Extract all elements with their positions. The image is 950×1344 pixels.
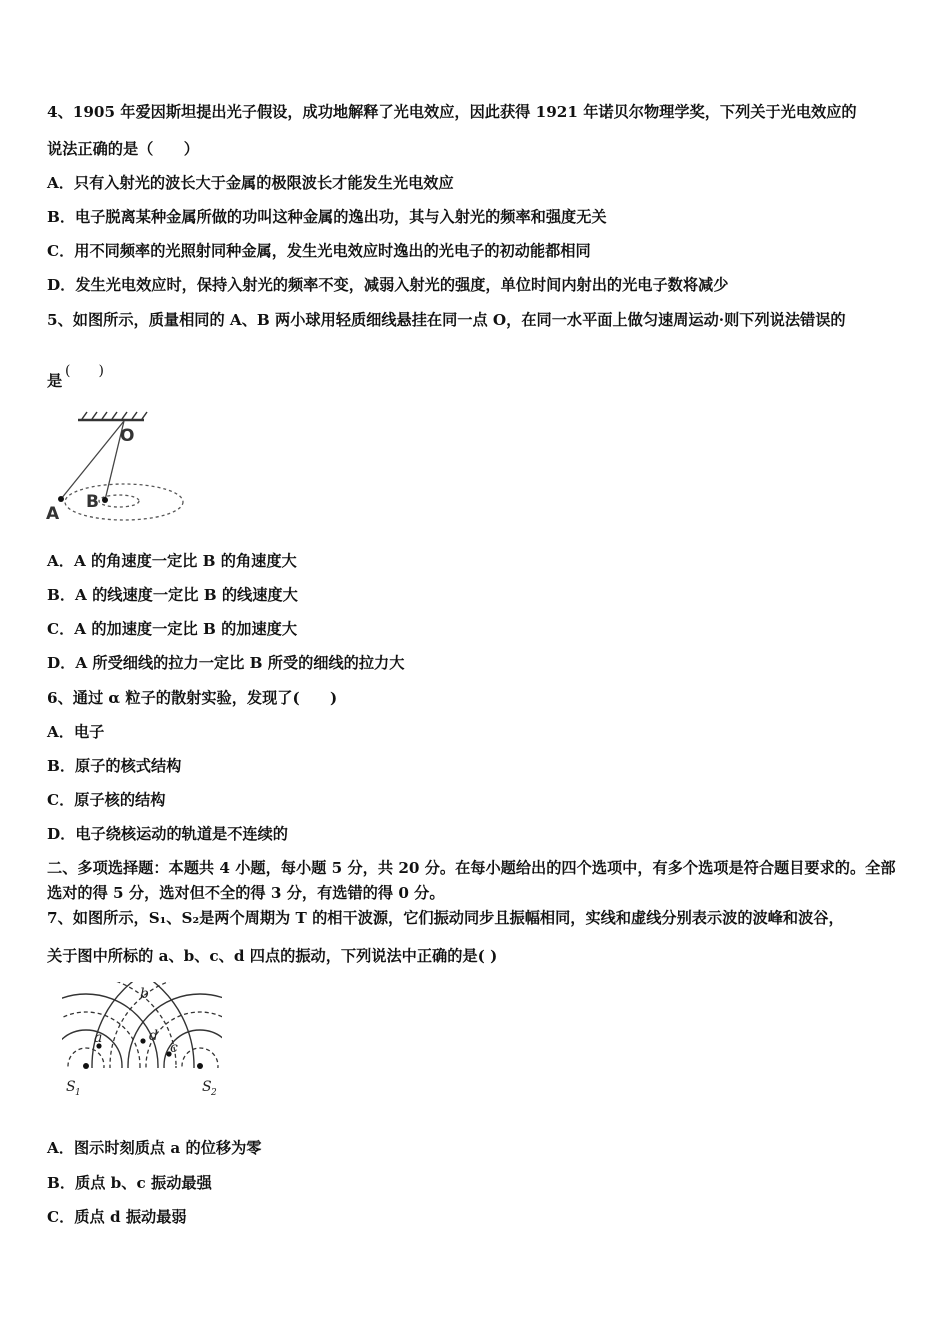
q5-option-d: D．A 所受细线的拉力一定比 B 所受的细线的拉力大 [47,654,405,672]
label-a: a [94,1030,103,1046]
label-d: d [149,1028,158,1044]
q5-option-c: C．A 的加速度一定比 B 的加速度大 [47,620,298,638]
label-a: A [46,504,60,524]
q6-option-a: A．电子 [47,723,105,741]
q5-stem-line1: 5、如图所示，质量相同的 A、B 两小球用轻质细线悬挂在同一点 O，在同一水平面上做匀速周运动·则下列说法错误的 [47,311,846,329]
label-s1-sub: 1 [75,1088,81,1098]
q7-option-a: A．图示时刻质点 a 的位移为零 [47,1139,262,1157]
label-s2-sub: 2 [211,1088,217,1098]
q6-option-d: D．电子绕核运动的轨道是不连续的 [47,825,288,843]
q5-stem-line2: 是 [47,372,63,390]
q4-stem-line1: 4、1905 年爱因斯坦提出光子假设，成功地解释了光电效应，因此获得 1921 年诺贝尔物理学奖，下列关于光电效应的 [47,103,857,121]
q5-option-b: B．A 的线速度一定比 B 的线速度大 [47,586,298,604]
q5-pendulum-figure [44,408,194,526]
q6-option-c: C．原子核的结构 [47,791,166,809]
q4-option-b: B．电子脱离某种金属所做的功叫这种金属的逸出功，其与入射光的频率和强度无关 [47,208,607,226]
q6-option-b: B．原子的核式结构 [47,757,182,775]
ball-a [58,496,64,502]
q4-option-a: A．只有入射光的波长大于金属的极限波长才能发生光电效应 [47,174,454,192]
ball-b [102,497,108,503]
q4-option-c: C．用不同频率的光照射同种金属，发生光电效应时逸出的光电子的初动能都相同 [47,242,591,260]
q5-answer-paren: ( ) [65,363,104,379]
label-b: B [86,492,99,512]
q7-option-b: B．质点 b、c 振动最强 [47,1174,212,1192]
q7-stem-line2: 关于图中所标的 a、b、c、d 四点的振动，下列说法中正确的是( ) [47,947,498,965]
q7-option-c: C．质点 d 振动最弱 [47,1208,187,1226]
source-s2 [197,1063,203,1069]
label-c: c [170,1040,178,1056]
q4-stem-line2: 说法正确的是（ ） [47,140,199,158]
q6-stem: 6、通过 α 粒子的散射实验，发现了( ) [47,689,338,707]
q4-option-d: D．发生光电效应时，保持入射光的频率不变，减弱入射光的强度，单位时间内射出的光电子数将减少 [47,276,729,294]
label-b: b [140,986,149,1002]
point-d [140,1038,145,1043]
label-o: O [120,426,135,446]
q7-stem-line1: 7、如图所示，S₁、S₂是两个周期为 T 的相干波源，它们振动同步且振幅相同，实线和虚线分别表示波的波峰和波谷， [47,909,844,927]
ceiling-hatch [82,412,147,419]
q7-wave-interference-figure [56,978,232,1106]
source-s1 [83,1063,89,1069]
q5-option-a: A．A 的角速度一定比 B 的角速度大 [47,552,297,570]
s2-trough-2 [146,1012,232,1106]
section2-heading: 二、多项选择题：本题共 4 小题，每小题 5 分，共 20 分。在每小题给出的四个选项中，有多个选项是符合题目要求的。全部选对的得 5 分，选对但不全的得 3 分，有选错的得 0 分。 [47,859,896,902]
orbit-a [65,484,183,520]
label-s2: S [202,1079,212,1095]
label-s1: S [66,1079,76,1095]
